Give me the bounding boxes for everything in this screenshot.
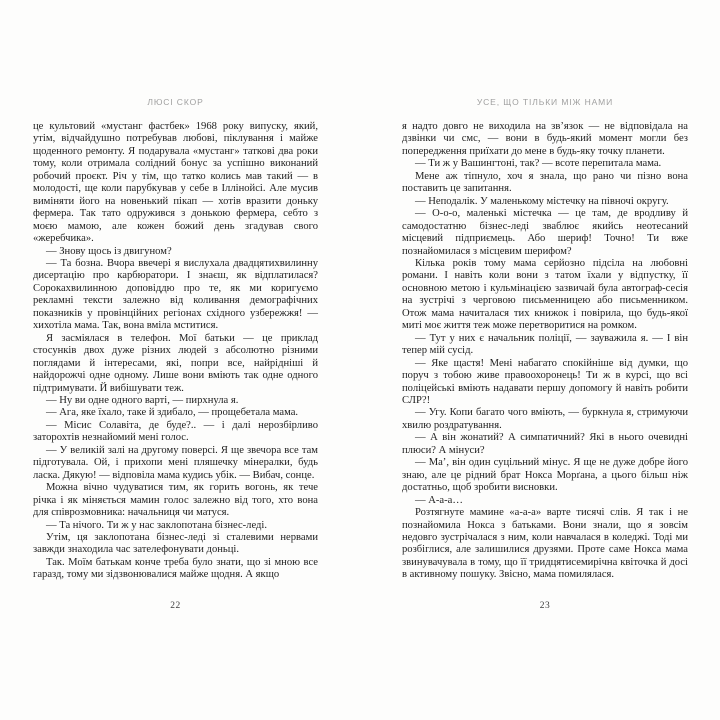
paragraph: Кілька років тому мама серйозно підсіла на любовні романи. І навіть коли вони з татом їхали у відпустку, її основною метою і кульмінацією зазвичай була автограф-сесія на зустрічі з черговою письменницею або письменником. Отож мама начиталася тих книжок і повірила, що будь-якої миті моє життя теж може перетворитися на ромком. xyxy=(402,257,688,332)
paragraph: я надто довго не виходила на зв’язок — не відповідала на дзвінки чи смс, — вони в будь-який момент могли без попередження приїхати до мене в будь-яку точку планети. xyxy=(402,121,688,157)
paragraph: — Місис Солавіта, де буде?.. — і далі нерозбірливо заторохтів незнайомий мені голос. xyxy=(33,419,318,444)
paragraph: Так. Моїм батькам конче треба було знати, що зі мною все гаразд, тому ми зідзвонювалися майже щодня. А якщо xyxy=(33,556,318,581)
running-header-title: УСЕ, ЩО ТІЛЬКИ МІЖ НАМИ xyxy=(476,97,614,107)
right-page-body xyxy=(402,121,688,582)
paragraph: — Та бозна. Вчора ввечері я вислухала двадцятихвилинну дисертацію про карбюратори. І знаєш, як відплатилася? Сорокахвилинною доповіддю про те, як ми коригуємо рекламні тексти залежно від коливання демографічних показників у провінційних регіонах східного узбережжя! — хихотіла мама. Так, вона вміла мститися. xyxy=(33,257,318,332)
paragraph: — Тут у них є начальник поліції, — зауважила я. — І він тепер мій сусід. xyxy=(402,332,688,357)
paragraph: Розтягнуте мамине «а-а-а» варте тисячі слів. Я так і не познайомила Нокса з батьками. Вони знали, що я зовсім недовго зустрічалася з ним, коли навчалася в коледжі. Тоді ми розбіглися, але залишилися друзями. Проте саме Нокса мама звинувачувала в тому, що її тридцятисемирічна квіточка й досі в активному пошуку. Звісно, мама помилялася. xyxy=(402,507,688,581)
paragraph: Утім, ця заклопотана бізнес-леді зі сталевими нервами завжди знаходила час зателефонувати доньці. xyxy=(33,531,318,556)
paragraph: — Ти ж у Вашингтоні, так? — всоте перепитала мама. xyxy=(415,158,662,170)
paragraph: Я засміялася в телефон. Мої батьки — це приклад стосунків двох дуже різних людей з абсолютно різними поглядами й інтересами, які, попри все, найрідніші й найдорожчі одне одному. Лише вони вміють так одне одного підтримувати. Й вибішувати теж. xyxy=(33,332,318,394)
paragraph: — Ма’, він один суцільний мінус. Я ще не дуже добре його знаю, але це рідний брат Нокса Морґана, а цього більш ніж достатньо, щоб зробити висновки. xyxy=(402,457,688,494)
running-header-author: ЛЮСІ СКОР xyxy=(147,97,204,107)
paragraph: — О-о-о, маленькі містечка — це там, де вродливу й самодостатню бізнес-леді зваблює якийсь неотесаний місцевий підприємець. Або шериф! Точно! Ти вже познайомилася з місцевим шерифом? xyxy=(402,208,688,257)
paragraph: — Знову щось із двигуном? xyxy=(46,245,172,257)
paragraph: — А він жонатий? А симпатичний? Які в нього очевидні плюси? А мінуси? xyxy=(402,432,688,456)
right-page xyxy=(402,97,688,637)
left-page-body xyxy=(33,121,318,582)
paragraph: — Яке щастя! Мені набагато спокійніше від думки, що поруч з тобою живе правоохоронець! Ти ж в курсі, що всі поліцейські вміють надавати першу допомогу й навіть робити СЛР?! xyxy=(402,357,688,406)
paragraph: Мене аж тіпнуло, хоч я знала, що рано чи пізно вона поставить це запитання. xyxy=(402,170,688,195)
paragraph: — Угу. Копи багато чого вміють, — буркнула я, стримуючи хвилю роздратування. xyxy=(402,407,688,431)
paragraph: це культовий «мустанг фастбек» 1968 року випуску, який, утім, відчайдушно потребував любові, піклування і майже щоденного ремонту. Я подарувала «мустанг» таткові два роки тому, коли отримала солідний бонус за успішно виконаний робочий проєкт. Річ у тім, що татко колись мав такий — в молодості, ще коли парубкував у себе в Іллінойсі. Але мусив виміняти його на новенький пікап — хотів вразити доньку фермера. Так тато одружився з донькою фермера, себто з моєю мамою, але кожен божий день згадував свого «жеребчика». xyxy=(33,121,318,245)
paragraph: — Та нічого. Ти ж у нас заклопотана бізнес-леді. xyxy=(46,519,268,531)
page-number: 23 xyxy=(539,601,551,611)
left-page xyxy=(33,97,318,637)
paragraph: — Неподалік. У маленькому містечку на півночі округу. xyxy=(415,195,669,207)
paragraph: — Ну ви одне одного варті, — пирхнула я. xyxy=(46,394,239,406)
paragraph: Можна вічно чудуватися тим, як горить вогонь, як тече річка і як міняється мамин голос залежно від того, хто вона для співрозмовника: начальниця чи матуся. xyxy=(33,482,318,519)
paragraph: — А-а-а… xyxy=(415,494,463,506)
paragraph: — У великій залі на другому поверсі. Я ще звечора все там підготувала. Ой, і прихопи мені пляшечку мінералки, будь ласка. Дякую! — відповіла мама кудись убік. — Вибач, сонце. xyxy=(33,444,318,481)
page-number: 22 xyxy=(170,601,181,611)
paragraph: — Ага, яке їхало, таке й здибало, — прощебетала мама. xyxy=(46,407,299,419)
